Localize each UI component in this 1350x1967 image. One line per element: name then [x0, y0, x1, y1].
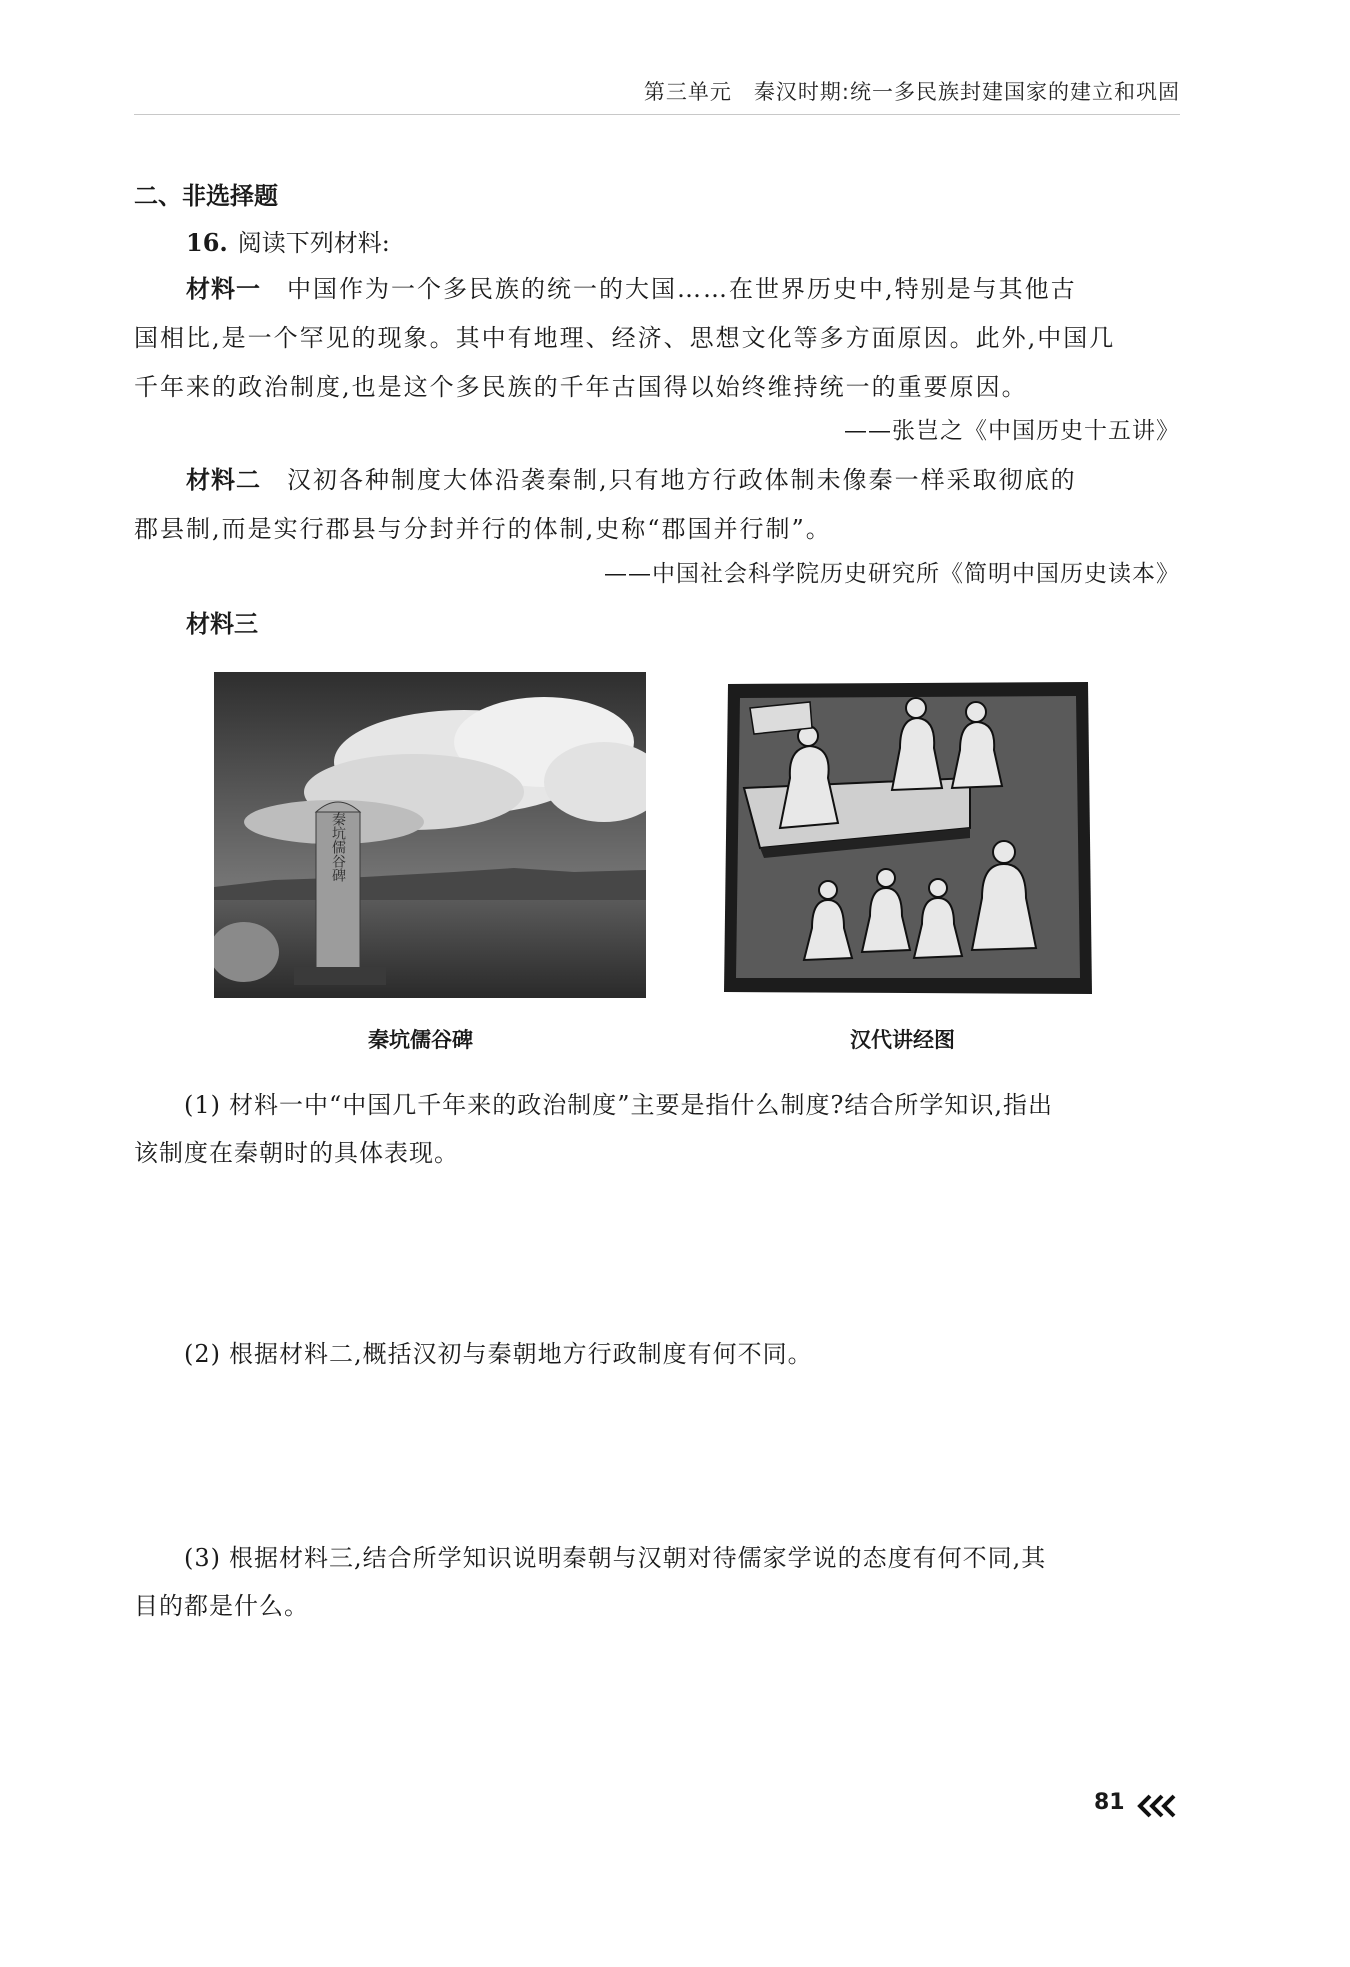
material2-line1: 汉初各种制度大体沿袭秦制,只有地方行政体制未像秦一样采取彻底的: [287, 466, 1077, 494]
material2-line2: 郡县制,而是实行郡县与分封并行的体制,史称“郡国并行制”。: [134, 515, 832, 543]
subquestion-2-number: (2): [184, 1340, 221, 1368]
subquestion-2-line1: 根据材料二,概括汉初与秦朝地方行政制度有何不同。: [229, 1340, 813, 1368]
material2-label: 材料二: [186, 466, 261, 494]
subquestion-3-number: (3): [184, 1544, 221, 1572]
page-number: 81: [1094, 1790, 1125, 1815]
material2-paragraph: [134, 456, 1180, 554]
stele-inscription: 秦坑儒谷碑: [330, 812, 346, 882]
running-header: [644, 76, 1180, 106]
subquestion-1-line1: 材料一中“中国几千年来的政治制度”主要是指什么制度?结合所学知识,指出: [229, 1091, 1054, 1119]
material1-line2: 国相比,是一个罕见的现象。其中有地理、经济、思想文化等多方面原因。此外,中国几: [134, 324, 1116, 352]
unit-label: 第三单元: [643, 80, 732, 104]
material1-line1: 中国作为一个多民族的统一的大国……在世界历史中,特别是与其他古: [287, 275, 1077, 303]
chevron-left-icon: [1136, 1794, 1182, 1818]
stele-photo: [214, 672, 646, 998]
relief-caption: 汉代讲经图: [850, 1028, 955, 1052]
unit-title: 秦汉时期:统一多民族封建国家的建立和巩固: [753, 80, 1180, 104]
material1-source: ——张岂之《中国历史十五讲》: [844, 418, 1180, 444]
subquestion-3-line2: 目的都是什么。: [134, 1592, 309, 1620]
material1-label: 材料一: [186, 275, 261, 303]
lecture-relief-image: [720, 678, 1096, 998]
question-number: 16.: [186, 228, 228, 257]
subquestion-3-line1: 根据材料三,结合所学知识说明秦朝与汉朝对待儒家学说的态度有何不同,其: [229, 1544, 1047, 1572]
subquestion-1-line2: 该制度在秦朝时的具体表现。: [134, 1139, 459, 1167]
subquestion-1-number: (1): [184, 1091, 221, 1119]
material1-paragraph: [134, 265, 1180, 412]
material3-label: 材料三: [186, 610, 258, 638]
question-16: [186, 223, 390, 258]
section-title: 二、非选择题: [134, 182, 278, 210]
material1-line3: 千年来的政治制度,也是这个多民族的千年古国得以始终维持统一的重要原因。: [134, 373, 1028, 401]
material2-source: ——中国社会科学院历史研究所《简明中国历史读本》: [604, 561, 1180, 587]
subquestion-2: [134, 1330, 1184, 1378]
subquestion-1: [134, 1081, 1184, 1177]
subquestion-3: [134, 1534, 1184, 1630]
stele-caption: 秦坑儒谷碑: [368, 1028, 473, 1052]
question-prompt: 阅读下列材料:: [237, 229, 390, 257]
header-rule: [134, 114, 1180, 115]
